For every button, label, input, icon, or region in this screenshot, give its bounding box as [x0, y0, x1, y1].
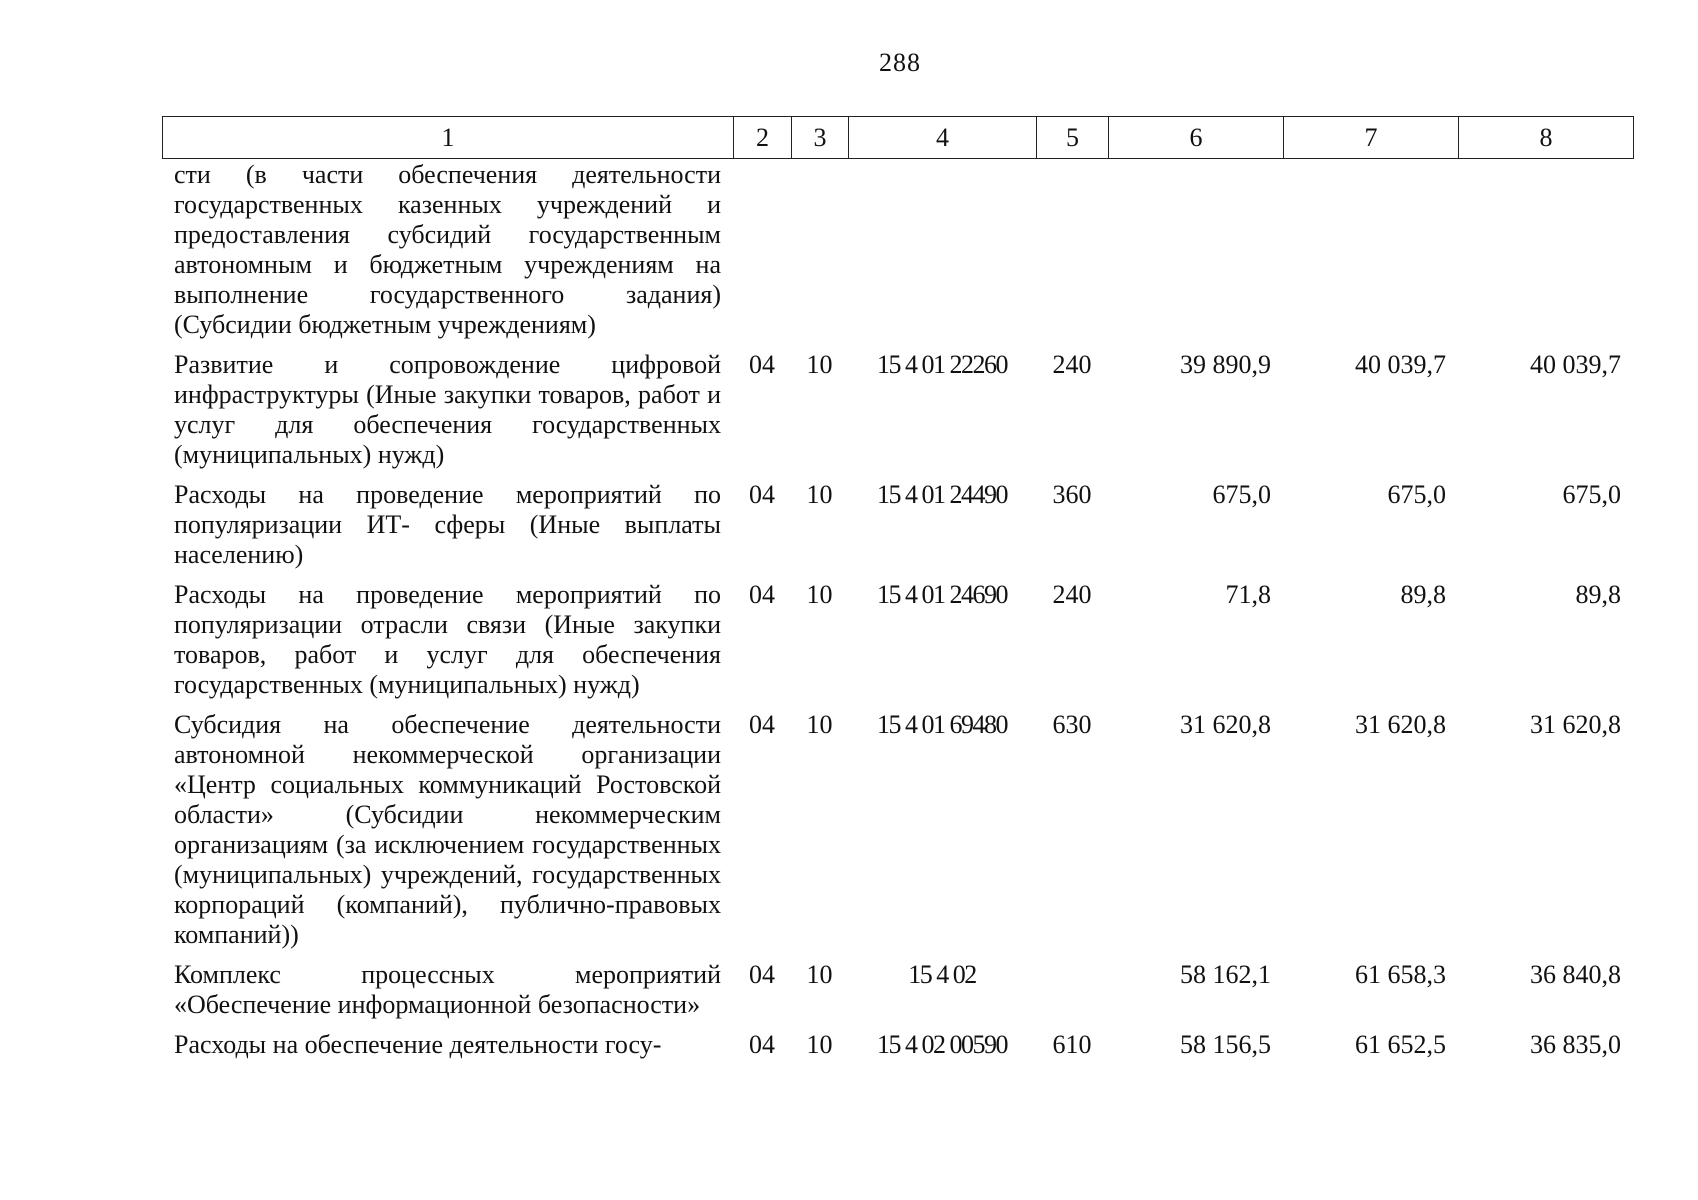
amount-col-6: 675,0: [1212, 480, 1271, 509]
target-code: 15 4 01 22260: [877, 350, 1007, 379]
amount-col-8: 31 620,8: [1530, 710, 1621, 739]
subsection-code: 10: [806, 480, 833, 509]
amount-col-8: 36 840,8: [1530, 960, 1621, 989]
amount-col-6: 39 890,9: [1180, 350, 1271, 379]
expense-type: 630: [1052, 710, 1092, 739]
section-code: 04: [749, 710, 775, 739]
amount-col-6: 31 620,8: [1180, 710, 1271, 739]
amount-col-8: 40 039,7: [1530, 350, 1621, 379]
subsection-code: 10: [806, 350, 833, 379]
header-col-8: 8: [1459, 117, 1634, 159]
column-number-header: [162, 116, 1634, 159]
amount-col-8: 89,8: [1575, 580, 1621, 609]
target-code: 15 4 02: [908, 960, 976, 989]
target-code: 15 4 02 00590: [877, 1030, 1007, 1059]
budget-table: [162, 160, 1633, 1070]
item-name: Комплекс процессных мероприятий «Обеспечение информационной безопасности»: [174, 960, 721, 1019]
section-code: 04: [749, 350, 775, 379]
header-col-1: 1: [163, 117, 734, 159]
subsection-code: 10: [806, 960, 833, 989]
expense-type: 360: [1052, 480, 1092, 509]
expense-type: [1036, 160, 1108, 350]
table-row: [162, 1030, 1633, 1070]
item-name: Развитие и сопровождение цифровой инфраструктуры (Иные закупки товаров, работ и услуг для обеспечения государственных (муниципальных) нужд): [174, 350, 721, 469]
amount-col-7: 61 658,3: [1355, 960, 1446, 989]
table-row: [162, 480, 1633, 580]
amount-col-6: 58 156,5: [1180, 1030, 1271, 1059]
table-row: [162, 960, 1633, 1030]
amount-col-7: 89,8: [1400, 580, 1446, 609]
item-name: сти (в части обеспечения деятельности государственных казенных учреждений и предоставления субсидий государственным автономным и бюджетным учреждениям на выполнение государственного задания) (Субсидии бюджетным учреждениям): [174, 160, 721, 339]
section-code: 04: [749, 480, 775, 509]
amount-col-6: 71,8: [1225, 580, 1271, 609]
section-code: 04: [749, 960, 775, 989]
subsection-code: 10: [806, 1030, 833, 1059]
amount-col-7: 675,0: [1387, 480, 1446, 509]
header-col-5: 5: [1037, 117, 1109, 159]
subsection-code: [791, 160, 848, 350]
target-code: 15 4 01 24490: [877, 480, 1007, 509]
amount-col-7: 31 620,8: [1355, 710, 1446, 739]
table-row: [162, 160, 1633, 350]
item-name: Расходы на проведение мероприятий по популяризации отрасли связи (Иные закупки товаров, работ и услуг для обеспечения государственных (муниципальных) нужд): [174, 580, 721, 699]
table-row: [162, 350, 1633, 480]
amount-col-6: [1108, 160, 1283, 350]
table-row: [162, 580, 1633, 710]
item-name: Расходы на проведение мероприятий по популяризации ИТ- сферы (Иные выплаты населению): [174, 480, 721, 569]
section-code: 04: [749, 580, 775, 609]
header-col-2: 2: [734, 117, 792, 159]
table-row: [162, 710, 1633, 960]
amount-col-8: 675,0: [1562, 480, 1621, 509]
target-code: [848, 160, 1036, 350]
section-code: [733, 160, 791, 350]
item-name: Субсидия на обеспечение деятельности автономной некоммерческой организации «Центр социальных коммуникаций Ростовской области» (Субсидии некоммерческим организациям (за исключением государственных (муниципальных) учреждений, государственных корпораций (компаний), публично-правовых компаний)): [174, 710, 721, 949]
page-number: 288: [879, 48, 921, 77]
amount-col-8: [1458, 160, 1633, 350]
expense-type: 610: [1052, 1030, 1092, 1059]
header-col-6: 6: [1109, 117, 1284, 159]
subsection-code: 10: [806, 580, 833, 609]
section-code: 04: [749, 1030, 775, 1059]
amount-col-7: [1283, 160, 1458, 350]
subsection-code: 10: [806, 710, 833, 739]
target-code: 15 4 01 24690: [877, 580, 1007, 609]
expense-type: [1036, 960, 1108, 1030]
expense-type: 240: [1052, 580, 1092, 609]
target-code: 15 4 01 69480: [877, 710, 1007, 739]
header-col-3: 3: [792, 117, 849, 159]
expense-type: 240: [1052, 350, 1092, 379]
header-col-7: 7: [1284, 117, 1459, 159]
item-name: Расходы на обеспечение деятельности госу-: [174, 1030, 662, 1059]
amount-col-6: 58 162,1: [1180, 960, 1271, 989]
amount-col-7: 61 652,5: [1355, 1030, 1446, 1059]
amount-col-8: 36 835,0: [1530, 1030, 1621, 1059]
amount-col-7: 40 039,7: [1355, 350, 1446, 379]
header-col-4: 4: [849, 117, 1037, 159]
